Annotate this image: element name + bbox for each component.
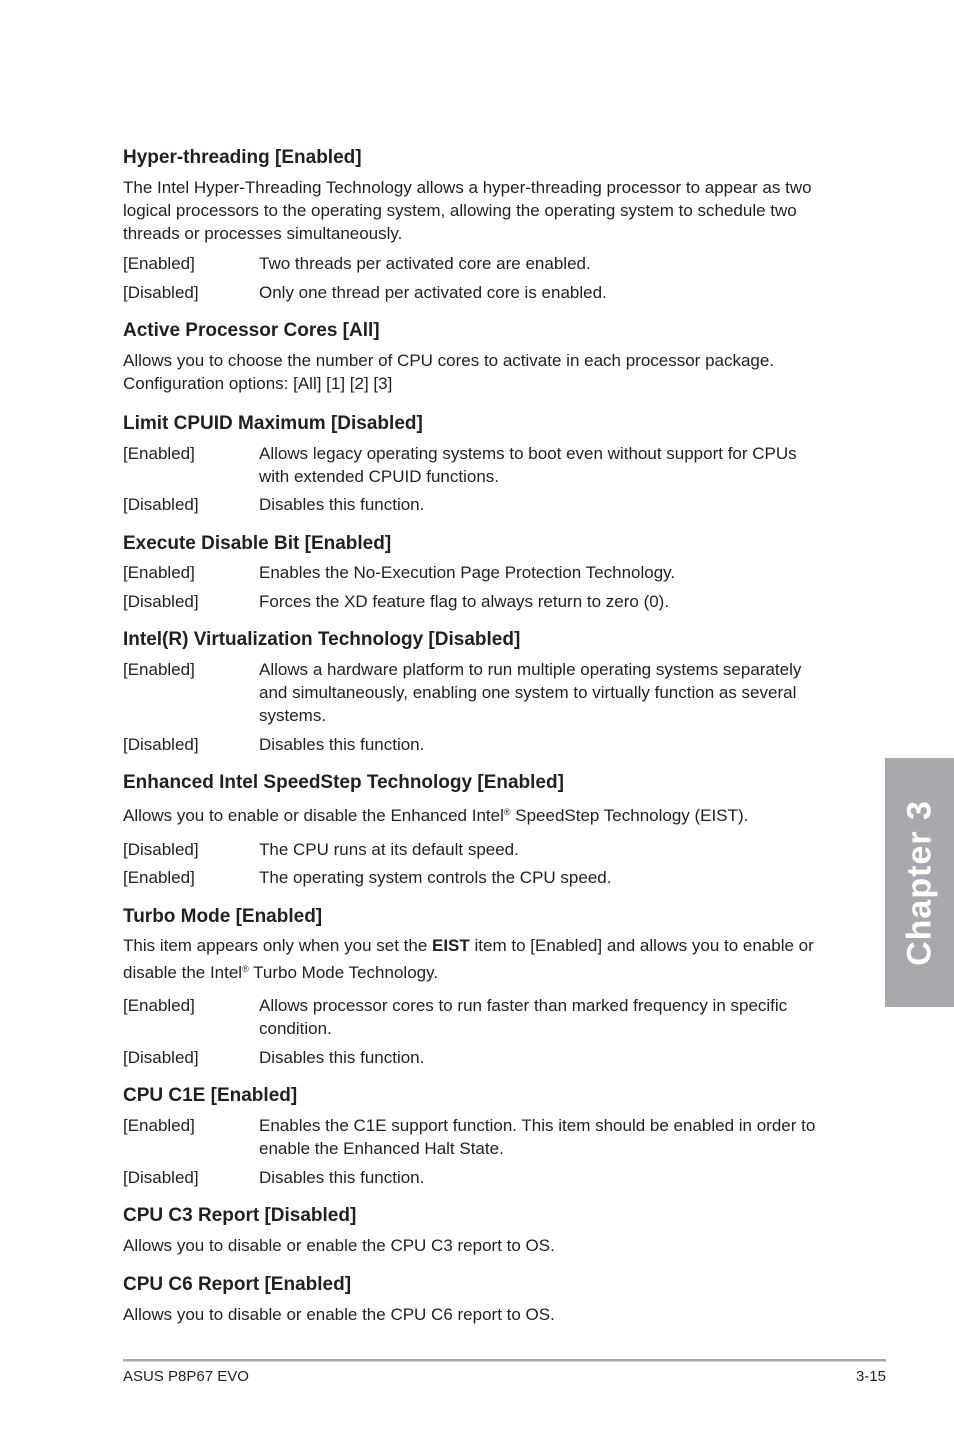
desc-bold-eist: EIST [432,936,470,955]
section-desc-line: Allows you to disable or enable the CPU C3 report to OS. [123,1236,555,1255]
section-desc-line [123,934,814,957]
option-desc: The CPU runs at its default speed. [259,840,519,859]
section-desc-line: Allows you to disable or enable the CPU C6 report to OS. [123,1305,555,1324]
option-desc: Two threads per activated core are enabled. [259,254,591,273]
option-label: [Enabled] [123,563,195,582]
option-desc: Allows processor cores to run faster than marked frequency in specific [259,996,788,1015]
option-label: [Enabled] [123,444,195,463]
option-label: [Disabled] [123,840,199,859]
chapter-tab-label: Chapter 3 [900,799,938,966]
desc-text: Allows you to enable or disable the Enhanced Intel [123,806,504,825]
footer-page-number: 3-15 [855,1368,886,1385]
registered-mark: ® [503,807,511,817]
option-label: [Disabled] [123,735,199,754]
option-desc: enable the Enhanced Halt State. [259,1139,504,1158]
option-label: [Disabled] [123,592,199,611]
section-title-enhanced-intel-speedstep: Enhanced Intel SpeedStep Technology [Enabled] [123,772,564,793]
section-title-cpu-c6-report: CPU C6 Report [Enabled] [123,1274,352,1295]
option-label: [Disabled] [123,1048,199,1067]
desc-text: SpeedStep Technology (EIST). [510,806,749,825]
option-desc: Forces the XD feature flag to always return to zero (0). [259,592,670,611]
option-desc: Disables this function. [259,735,425,754]
section-title-turbo-mode: Turbo Mode [Enabled] [123,906,323,927]
section-desc-line: Allows you to choose the number of CPU cores to activate in each processor package. [123,351,775,370]
footer-rule [123,1359,886,1362]
option-desc: Allows a hardware platform to run multiple operating systems separately [259,660,802,679]
option-label: [Disabled] [123,283,199,302]
desc-text: Turbo Mode Technology. [248,963,439,982]
section-title-virtualization-technology: Intel(R) Virtualization Technology [Disabled] [123,629,521,650]
section-desc-line [123,801,748,827]
section-desc-line: logical processors to the operating system, allowing the operating system to schedule two [123,201,797,220]
option-label: [Disabled] [123,1168,199,1187]
option-desc: Disables this function. [259,495,425,514]
option-desc: and simultaneously, enabling one system to virtually function as several [259,683,797,702]
option-desc: Enables the C1E support function. This item should be enabled in order to [259,1116,816,1135]
option-label: [Enabled] [123,996,195,1015]
option-label: [Enabled] [123,660,195,679]
option-desc: Only one thread per activated core is enabled. [259,283,607,302]
option-desc: with extended CPUID functions. [259,467,500,486]
option-desc: condition. [259,1019,332,1038]
option-label: [Enabled] [123,868,195,887]
option-desc: The operating system controls the CPU speed. [259,868,612,887]
desc-text: disable the Intel [123,963,243,982]
section-title-limit-cpuid-maximum: Limit CPUID Maximum [Disabled] [123,413,423,434]
option-desc: Enables the No-Execution Page Protection Technology. [259,563,676,582]
option-label: [Disabled] [123,495,199,514]
section-desc-line [123,958,438,984]
footer-product-name: ASUS P8P67 EVO [123,1368,249,1385]
desc-text: This item appears only when you set the [123,936,432,955]
section-title-hyper-threading: Hyper-threading [Enabled] [123,147,362,168]
section-desc-line: The Intel Hyper-Threading Technology allows a hyper-threading processor to appear as two [123,178,812,197]
chapter-tab [885,758,954,1007]
section-title-execute-disable-bit: Execute Disable Bit [Enabled] [123,533,392,554]
section-title-cpu-c1e: CPU C1E [Enabled] [123,1085,298,1106]
section-desc-line: Configuration options: [All] [1] [2] [3] [123,374,393,393]
section-title-cpu-c3-report: CPU C3 Report [Disabled] [123,1205,357,1226]
option-desc: Disables this function. [259,1168,425,1187]
option-desc: systems. [259,706,327,725]
section-desc-line: threads or processes simultaneously. [123,224,403,243]
option-desc: Allows legacy operating systems to boot even without support for CPUs [259,444,797,463]
desc-text: item to [Enabled] and allows you to enable or [469,936,814,955]
registered-mark: ® [242,964,249,974]
option-label: [Enabled] [123,254,195,273]
option-desc: Disables this function. [259,1048,425,1067]
section-title-active-processor-cores: Active Processor Cores [All] [123,320,380,341]
option-label: [Enabled] [123,1116,195,1135]
